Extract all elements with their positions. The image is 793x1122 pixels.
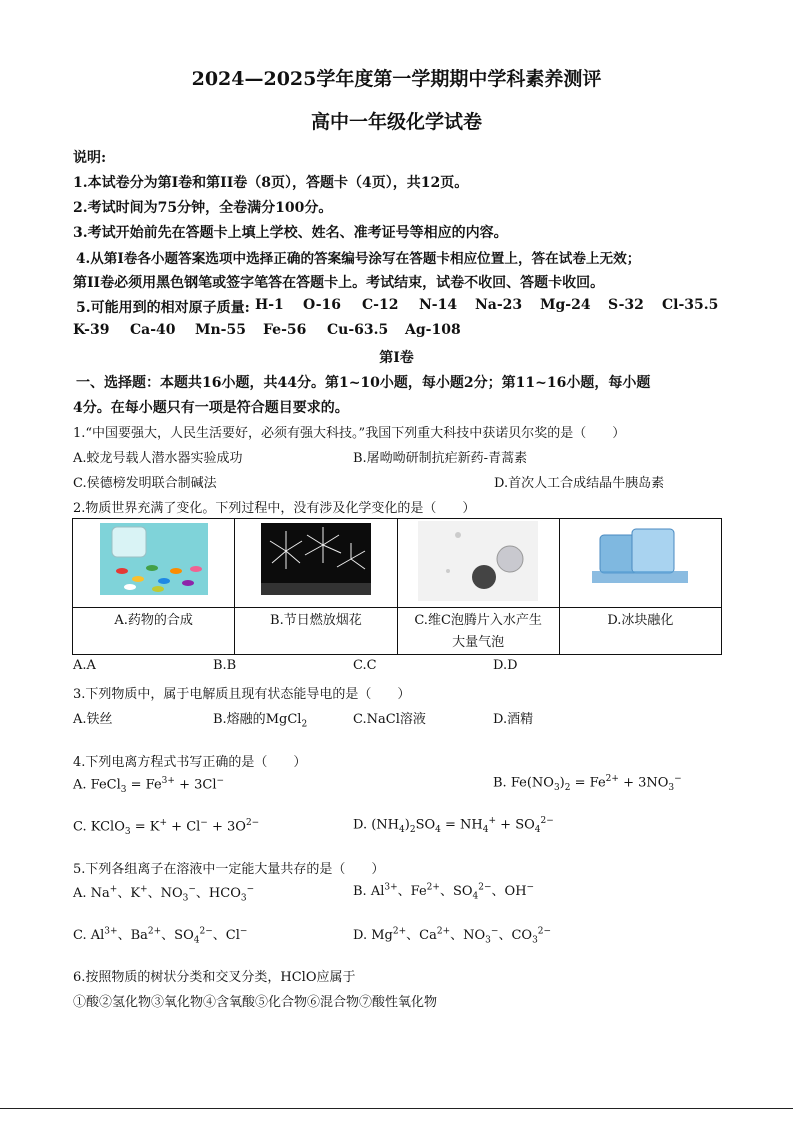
mass-cl: Cl-35.5 [662, 297, 719, 313]
q4-stem: 4.下列电离方程式书写正确的是（ ） [73, 755, 307, 770]
note-2: 2.考试时间为75分钟，全卷满分100分。 [73, 200, 333, 216]
q2-caption-a [73, 608, 235, 655]
q6-options: ①酸②氢化物③氧化物④含氧酸⑤化合物⑥混合物⑦酸性氧化物 [73, 995, 438, 1010]
q4-option-d: D. $(NH_4)_2SO_4 = NH_4^+ + SO_4^{2-}$ [353, 816, 554, 835]
caption-a-text: A.药物的合成 [114, 613, 193, 628]
q1-option-a: A.蛟龙号载人潜水器实验成功 [73, 451, 243, 466]
q2-cell-a [73, 519, 235, 608]
part1-instructions-b: 4分。在每小题只有一项是符合题目要求的。 [73, 400, 349, 416]
exam-subtitle: 高中一年级化学试卷 [310, 111, 482, 133]
mass-ag: Ag-108 [405, 322, 461, 338]
notes-heading: 说明: [73, 150, 107, 166]
mass-mn: Mn-55 [195, 322, 246, 338]
note-5-lead: 5.可能用到的相对原子质量: [76, 300, 250, 316]
q2-caption-d [559, 608, 721, 655]
mass-h: H-1 [255, 297, 284, 313]
q5-option-c: C. $Al^{3+}$、$Ba^{2+}$、$SO_4^{2-}$、Cl− [73, 926, 248, 946]
q3-option-b-text: B.熔融的 [213, 712, 266, 727]
mass-n: N-14 [419, 297, 458, 313]
q4-option-b: B. $Fe(NO_3)_2 = Fe^{2+} + 3NO_3^-$ [493, 774, 682, 793]
mass-c: C-12 [362, 297, 399, 313]
mass-cu: Cu-63.5 [327, 322, 389, 338]
q4-option-a: A. FeCl$_3$ = $Fe^{3+} + 3Cl^-$ [73, 776, 225, 795]
fireworks-picture [261, 523, 371, 595]
mass-o: O-16 [303, 297, 342, 313]
note-1: 1.本试卷分为第I卷和第II卷（8页），答题卡（4页），共12页。 [73, 175, 469, 191]
effervescent-tablet-picture [418, 521, 538, 601]
q2-cell-b [235, 519, 397, 608]
pills-picture [100, 523, 208, 595]
mass-ca: Ca-40 [130, 322, 176, 338]
q2-option-b: B.B [213, 658, 237, 673]
q5-stem: 5.下列各组离子在溶液中一定能大量共存的是（ ） [73, 862, 385, 877]
note-4b: 第II卷必须用黑色钢笔或签字笔答在答题卡上。考试结束，试卷不收回、答题卡收回。 [73, 275, 605, 291]
mass-na: Na-23 [475, 297, 523, 313]
q2-option-d: D.D [493, 658, 518, 673]
q5-option-d: D. $Mg^{2+}$、$Ca^{2+}$、$NO_3^-$、$CO_3^{2-}$ [353, 926, 552, 946]
q2-image-table [72, 518, 722, 655]
note-4a: 4.从第I卷各小题答案选项中选择正确的答案编号涂写在答题卡相应位置上，答在试卷上无效； [76, 251, 641, 267]
q2-option-c: C.C [353, 658, 377, 673]
mass-s: S-32 [608, 297, 644, 313]
note-3: 3.考试开始前先在答题卡上填上学校、姓名、准考证号等相应的内容。 [73, 225, 508, 241]
ice-cubes-picture [592, 523, 688, 583]
q1-stem: 1.“中国要强大，人民生活要好，必须有强大科技。”我国下列重大科技中获诺贝尔奖的是（ ） [73, 426, 626, 441]
q2-stem: 2.物质世界充满了变化。下列过程中，没有涉及化学变化的是（ ） [73, 501, 476, 516]
q1-option-d: D.首次人工合成结晶牛胰岛素 [494, 476, 665, 491]
part1-instructions-a: 一、选择题：本题共16小题，共44分。第1~10小题，每小题2分；第11~16小题，每小题 [76, 375, 651, 391]
caption-d-text: D.冰块融化 [607, 613, 674, 628]
q3-option-c: C.NaCl溶液 [353, 712, 426, 727]
caption-c-text-2: 大量气泡 [452, 635, 505, 650]
mass-fe: Fe-56 [263, 322, 307, 338]
mass-k: K-39 [73, 322, 110, 338]
page-bottom-rule [0, 1108, 793, 1109]
section-title: 第I卷 [379, 350, 414, 366]
q3-stem: 3.下列物质中，属于电解质且现有状态能导电的是（ ） [73, 687, 411, 702]
q3-option-a: A.铁丝 [73, 712, 113, 727]
exam-title: 2024—2025学年度第一学期期中学科素养测评 [191, 68, 602, 90]
q2-option-a: A.A [73, 658, 96, 673]
q1-option-b: B.屠呦呦研制抗疟新药-青蒿素 [353, 451, 528, 466]
q3-option-d: D.酒精 [493, 712, 534, 727]
q6-stem: 6.按照物质的树状分类和交叉分类，HClO应属于 [73, 970, 356, 985]
q2-caption-c [397, 608, 559, 655]
q5-option-b: B. $Al^{3+}$、$Fe^{2+}$、$SO_4^{2-}$、OH− [353, 882, 535, 902]
caption-b-text: B.节日燃放烟花 [270, 613, 362, 628]
caption-c-text-1: C.维C泡腾片入水产生 [414, 613, 542, 628]
mass-mg: Mg-24 [540, 297, 591, 313]
q2-cell-d [559, 519, 721, 608]
q2-cell-c [397, 519, 559, 608]
q2-caption-b [235, 608, 397, 655]
q4-option-c: C. KClO$_3$ = $K^+ + Cl^- + 3O^{2-}$ [73, 818, 260, 837]
q5-option-a: A. Na+、K+、$NO_3^-$、$HCO_3^-$ [73, 884, 255, 904]
q1-option-c: C.侯德榜发明联合制碱法 [73, 476, 217, 491]
q3-option-b: B.熔融的MgCl$_2$ [213, 712, 308, 730]
